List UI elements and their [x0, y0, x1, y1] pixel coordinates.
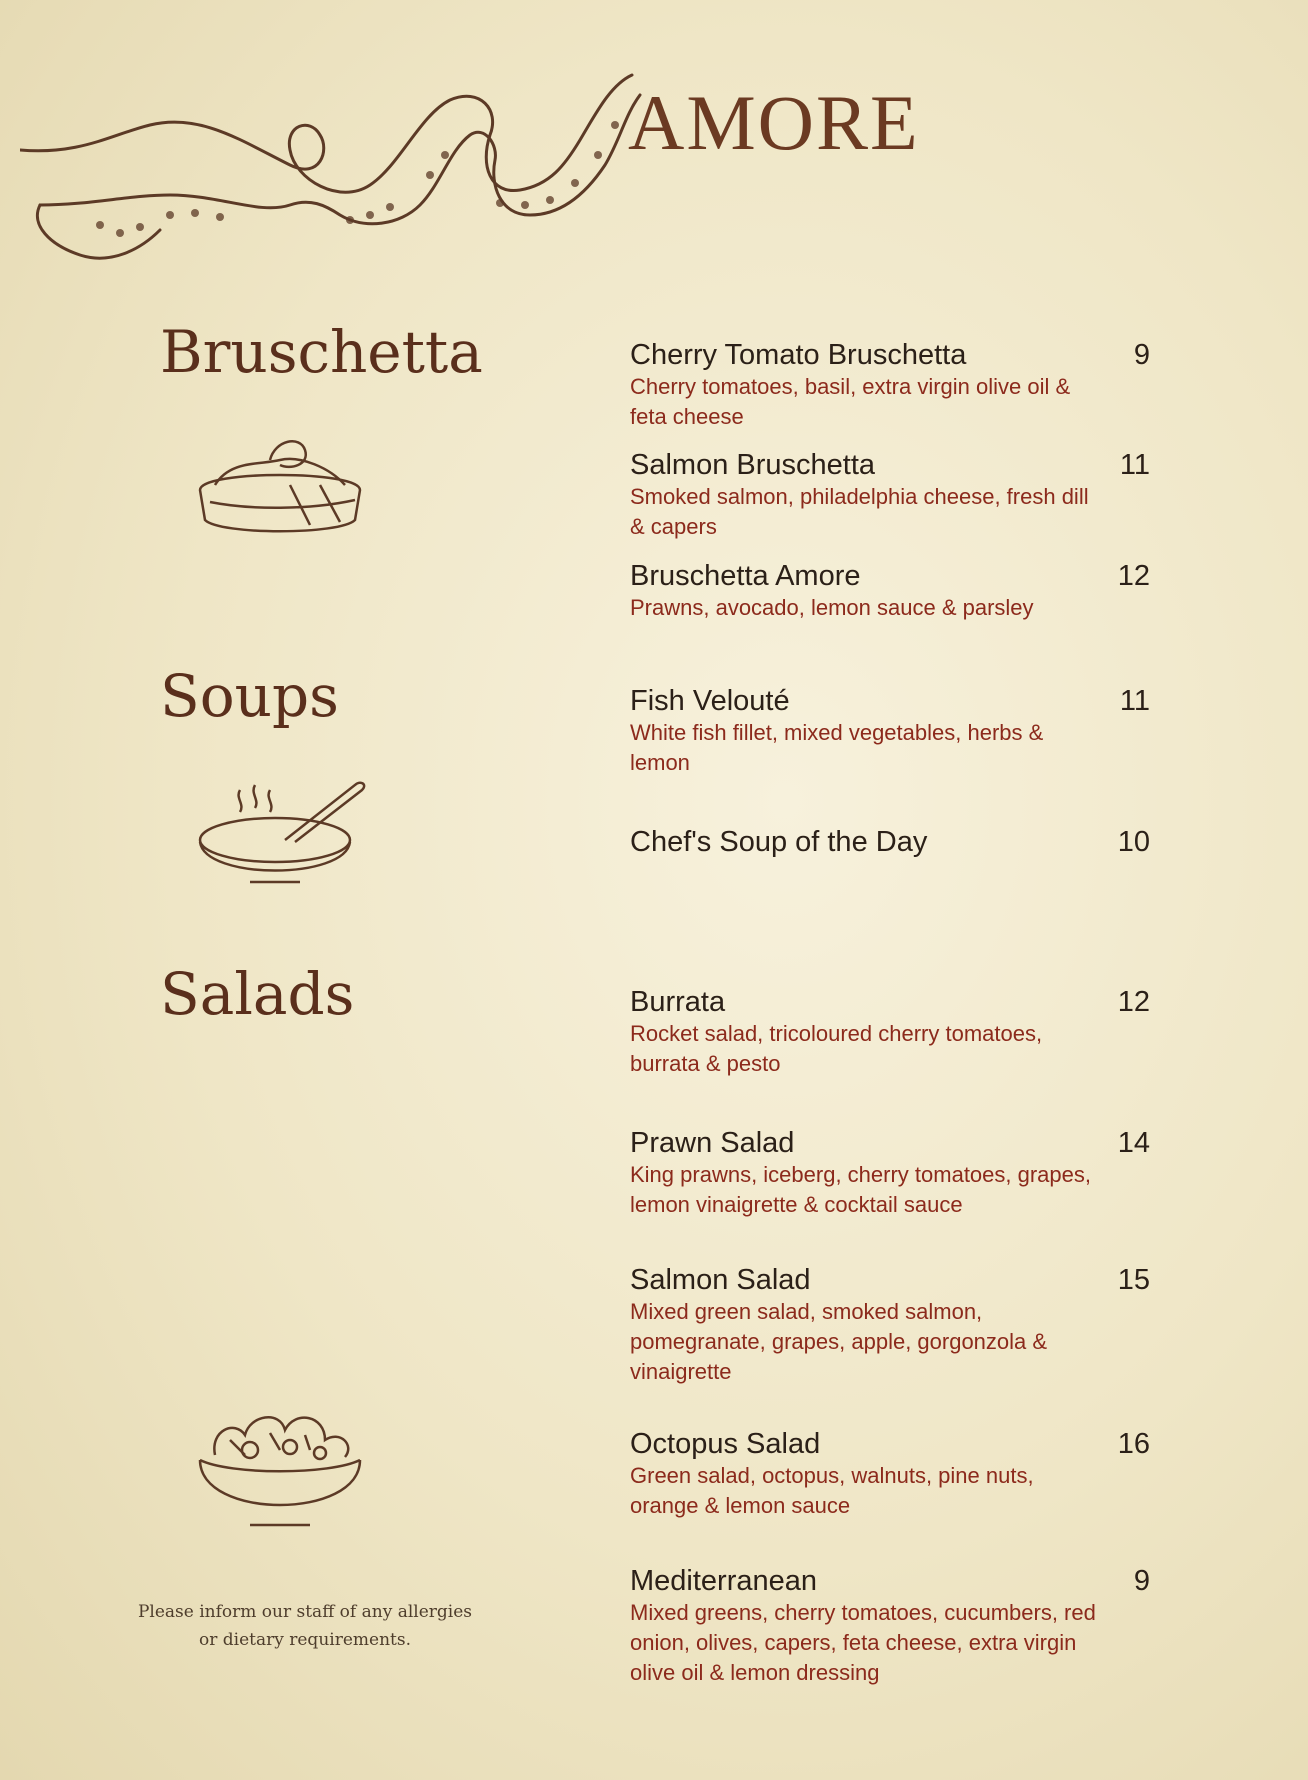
section-title-salads: Salads — [160, 960, 355, 1028]
item-price: 12 — [1117, 986, 1150, 1018]
menu-item — [630, 684, 1150, 778]
menu-item — [630, 1126, 1150, 1220]
section-title-soups: Soups — [160, 662, 339, 730]
menu-item — [630, 825, 1150, 859]
restaurant-logo: AMORE — [628, 79, 920, 166]
menu-item — [630, 559, 1150, 623]
soup-bowl-icon — [200, 783, 364, 882]
item-name: Salmon Bruschetta — [630, 449, 876, 481]
item-description: Mixed greens, cherry tomatoes, cucumbers, red onion, olives, capers, feta cheese, extra virgin olive oil & lemon dressing — [630, 1600, 1096, 1685]
item-description: White fish fillet, mixed vegetables, herbs & lemon — [630, 720, 1044, 775]
item-description: Rocket salad, tricoloured cherry tomatoes, burrata & pesto — [630, 1021, 1043, 1076]
item-price: 12 — [1117, 560, 1150, 592]
section-title-bruschetta: Bruschetta — [160, 318, 483, 386]
item-description: Green salad, octopus, walnuts, pine nuts, orange & lemon sauce — [630, 1463, 1034, 1518]
menu-item — [630, 448, 1150, 542]
item-description: Prawns, avocado, lemon sauce & parsley — [630, 595, 1034, 620]
item-name: Octopus Salad — [630, 1428, 821, 1460]
item-description: Mixed green salad, smoked salmon, pomegranate, grapes, apple, gorgonzola & vinaigrette — [630, 1299, 1048, 1384]
menu-item — [630, 1427, 1150, 1521]
allergy-note: Please inform our staff of any allergies or dietary requirements. — [137, 1602, 473, 1650]
item-description: Cherry tomatoes, basil, extra virgin olive oil & feta cheese — [630, 374, 1071, 429]
item-name: Prawn Salad — [630, 1127, 795, 1159]
item-description: Smoked salmon, philadelphia cheese, fresh dill & capers — [630, 484, 1089, 539]
item-name: Fish Velouté — [630, 685, 790, 717]
menu-item — [630, 985, 1150, 1079]
item-description: King prawns, iceberg, cherry tomatoes, grapes, lemon vinaigrette & cocktail sauce — [630, 1162, 1092, 1217]
item-name: Mediterranean — [630, 1565, 817, 1597]
salad-bowl-icon — [200, 1417, 360, 1525]
item-price: 11 — [1119, 685, 1150, 717]
item-name: Bruschetta Amore — [630, 560, 861, 592]
menu-item — [630, 338, 1150, 432]
item-name: Burrata — [630, 986, 726, 1018]
item-price: 9 — [1133, 1565, 1150, 1597]
item-price: 15 — [1117, 1264, 1150, 1296]
item-price: 9 — [1133, 339, 1150, 371]
bruschetta-icon — [190, 430, 370, 540]
menu-item — [630, 1564, 1150, 1688]
item-name: Chef's Soup of the Day — [630, 826, 928, 858]
item-price: 11 — [1119, 449, 1150, 481]
octopus-tentacle-icon — [20, 55, 660, 295]
item-name: Cherry Tomato Bruschetta — [630, 339, 967, 371]
item-price: 16 — [1117, 1428, 1150, 1460]
item-name: Salmon Salad — [630, 1264, 811, 1296]
menu-item — [630, 1263, 1150, 1387]
item-price: 10 — [1117, 826, 1150, 858]
item-price: 14 — [1117, 1127, 1150, 1159]
